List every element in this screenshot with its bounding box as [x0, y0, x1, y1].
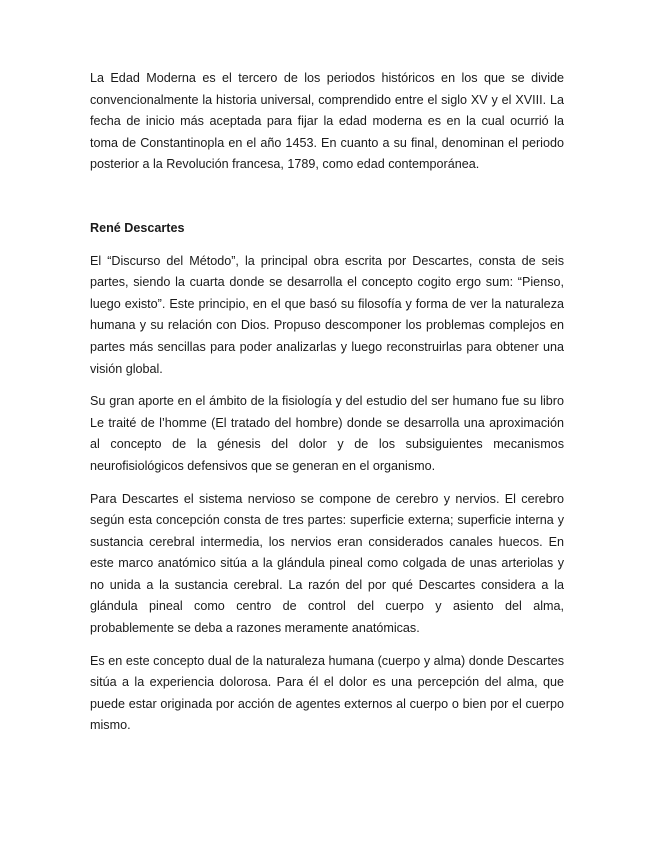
- paragraph-sistema-nervioso: Para Descartes el sistema nervioso se compone de cerebro y nervios. El cerebro según esta concepción consta de tres partes: superficie externa; superficie interna y sustancia cerebral intermedia, los nervios eran considerados canales huecos. En este marco anatómico sitúa a la glándula pineal como colgada de unas arteriolas y no unida a la sustancia cerebral. La razón del por qué Descartes considera a la glándula pineal como centro de control del cuerpo y asiento del alma, probablemente se deba a razones meramente anatómicas.: [90, 491, 564, 636]
- paragraph-traite-homme: Su gran aporte en el ámbito de la fisiología y del estudio del ser humano fue su libro Le traité de l’homme (El tratado del hombre) donde se desarrolla una aproximación al concepto de la génesis del dolor y de los subsiguientes mecanismos neurofisiológicos defensivos que se generan en el organismo.: [90, 394, 564, 473]
- section-heading: René Descartes: [90, 220, 185, 235]
- intro-paragraph: La Edad Moderna es el tercero de los periodos históricos en los que se divide convencionalmente la historia universal, comprendido entre el siglo XV y el XVIII. La fecha de inicio más aceptada para fijar la edad moderna es en la cual ocurrió la toma de Constantinopla en el año 1453. En cuanto a su final, denominan el periodo posterior a la Revolución francesa, 1789, como edad contemporánea.: [90, 71, 564, 172]
- paragraph-dualismo: Es en este concepto dual de la naturaleza humana (cuerpo y alma) donde Descartes sitúa a la experiencia dolorosa. Para él el dolor es una percepción del alma, que puede estar originada por acción de agentes externos al cuerpo o bien por el cuerpo mismo.: [90, 653, 564, 733]
- document-page: [90, 68, 564, 748]
- paragraph-discurso: El “Discurso del Método”, la principal obra escrita por Descartes, consta de seis partes, siendo la cuarta donde se desarrolla el concepto cogito ergo sum: “Pienso, luego existo”. Este principio, en el que basó su filosofía y forma de ver la naturaleza humana y su relación con Dios. Propuso descomponer los problemas complejos en partes más sencillas para poder analizarlas y luego reconstruirlas para obtener una visión global.: [90, 253, 564, 376]
